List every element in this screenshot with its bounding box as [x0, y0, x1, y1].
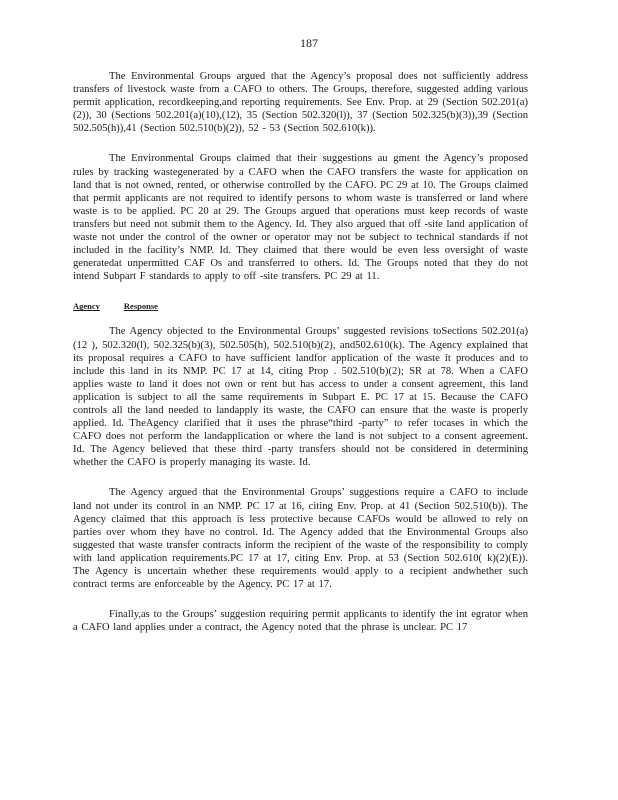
paragraph-integrator-suggestion: Finally,as to the Groups’ suggestion requiring permit applicants to identify the int egrator when a CAFO land applies under a contract, the Agency noted that the phrase is unclear. PC 17 — [73, 609, 528, 634]
document-body — [73, 70, 528, 651]
paragraph-agency-argument: The Agency argued that the Environmental Groups’ suggestions require a CAFO to include land not under its control in an NMP. PC 17 at 16, citing Env. Prop. at 41 (Section 502.510(b)). The Agency claimed that this approach is less protective because CAFOs would be allowed to rely on parties over whom they have no control. Id. The Agency added that the Environmental Groups also suggested that waste transfer contracts inform the recipient of the waste of the responsibility to comply with land application requirements.PC 17 at 17, citing Env. Prop. at 53 (Section 502.610( k)(2)(E)). The Agency is uncertain whether these requirements would apply to a recipient andwhether such contract terms are enforceable by the Agency. PC 17 at 17. — [73, 487, 528, 591]
heading-word-response: Response — [123, 301, 158, 312]
heading-word-agency: Agency — [73, 301, 100, 312]
section-heading-agency-response — [73, 300, 528, 312]
paragraph-agency-objection: The Agency objected to the Environmental Groups’ suggested revisions toSections 502.201(a)(12 ), 502.320(l), 502.325(b)(3), 502.505(h), 502.510(b)(2), and502.610(k). The Agency explained that its proposal requires a CAFO to have sufficient landfor application of the waste it produces and to include this land in its NMP. PC 17 at 14, citing Prop . 502.510(b)(2); SR at 78. When a CAFO applies waste to land it does not own or rent but has access to under a consent agreement, this land application is subject to all the same requirements in Subpart E. PC 17 at 15. Because the CAFO controls all the land needed to landapply its waste, the CAFO can ensure that the waste is properly applied. Id. TheAgency clarified that it uses the phrase“third -party” to refer tocases in which the CAFO does not perform the landapplication or where the land is not subject to a consent agreement. Id. The Agency believed that these third -party transfers should not be considered in determining whether the CAFO is properly managing its waste. Id. — [73, 326, 528, 469]
paragraph-groups-claims: The Environmental Groups claimed that their suggestions au gment the Agency’s proposed rules by tracking wastegenerated by a CAFO when the CAFO transfers the waste for application on land that is not owned, rented, or otherwise controlled by the CAFO. PC 29 at 10. The Groups claimed that permit applicants are not required to identify persons to whom waste is transferred or land where waste is to be applied. PC 20 at 29. The Groups argued that operations must keep records of waste transfers but need not submit them to the Agency. Id. They also argued that off -site land application of waste not under the control of the owner or operator may not be subject to technical standards if not included in the facility’s NMP. Id. They claimed that there would be even less oversight of waste generatedat unpermitted CAF Os and transferred to others. Id. The Groups noted that they do not intend Subpart F standards to apply to off -site transfers. PC 29 at 11. — [73, 153, 528, 283]
paragraph-transfers-argument: The Environmental Groups argued that the Agency’s proposal does not sufficiently address transfers of livestock waste from a CAFO to others. The Groups, therefore, suggested adding various permit application, recordkeeping,and reporting requirements. See Env. Prop. at 29 (Section 502.201(a)(2)), 30 (Sections 502.201(a)(10),(12), 35 (Section 502.320(l)), 37 (Section 502.325(b)(3)),39 (Section 502.505(h)),41 (Section 502.510(b)(2)), 52 - 53 (Section 502.610(k)). — [73, 71, 528, 135]
page-number: 187 — [300, 36, 318, 50]
